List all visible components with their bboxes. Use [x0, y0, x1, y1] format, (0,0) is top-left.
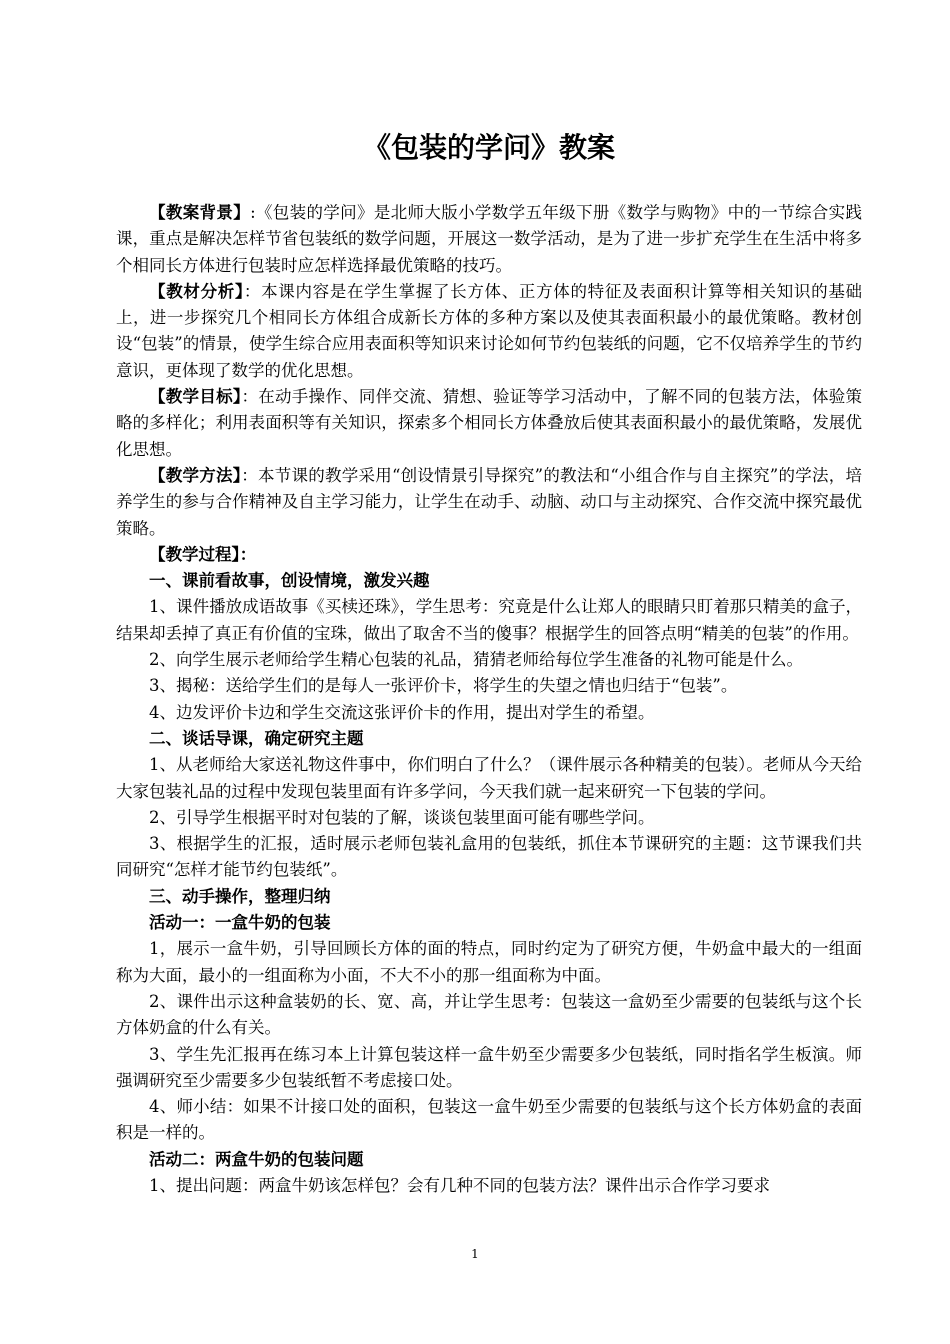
text-methods: ：本节课的教学采用“创设情景引导探究”的教法和“小组合作与自主探究”的学法，培养学生的参与合作精神及自主学习能力，让学生在动手、动脑、动口与主动探究、合作交流中探究最优策略。 — [116, 465, 862, 538]
paragraph-goals — [116, 384, 862, 463]
activity-2-item: 1、提出问题：两盒牛奶该怎样包？会有几种不同的包装方法？课件出示合作学习要求 — [149, 1175, 770, 1195]
document-body — [116, 200, 862, 1199]
text-analysis: ：本课内容是在学生掌握了长方体、正方体的特征及表面积计算等相关知识的基础上，进一步探究几个相同长方体组合成新长方体的多种方案以及使其表面积最小的最优策略。教材创设“包装”的情景，使学生综合应用表面积等知识来讨论如何节约包装纸的问题，它不仅培养学生的节约意识，更体现了数学的优化思想。 — [116, 281, 863, 380]
paragraph-analysis — [116, 279, 862, 384]
section-1-item: 3、揭秘：送给学生们的是每人一张评价卡，将学生的失望之情也归结于“包装”。 — [149, 676, 738, 696]
label-goals: 【教学目标】 — [149, 387, 242, 407]
section-2-heading: 二、谈话导课，确定研究主题 — [149, 728, 364, 748]
activity-1-item: 3、学生先汇报再在练习本上计算包装这样一盒牛奶至少需要多少包装纸，同时指名学生板演。师强调研究至少需要多少包装纸暂不考虑接口处。 — [116, 1044, 862, 1090]
activity-1-item: 1，展示一盒牛奶，引导回顾长方体的面的特点，同时约定为了研究方便，牛奶盒中最大的一组面称为大面，最小的一组面称为小面，不大不小的那一组面称为中面。 — [116, 939, 862, 985]
page-number: 1 — [471, 1247, 479, 1261]
section-2-item: 3、根据学生的汇报，适时展示老师包装礼盒用的包装纸，抓住本节课研究的主题：这节课我们共同研究“怎样才能节约包装纸”。 — [116, 834, 862, 880]
page-title: 《包装的学问》教案 — [362, 131, 615, 164]
process-heading: 【教学过程】： — [149, 544, 257, 564]
activity-1-item: 2、课件出示这种盒装奶的长、宽、高，并让学生思考：包装这一盒奶至少需要的包装纸与这个长方体奶盒的什么有关。 — [116, 991, 862, 1038]
label-background: 【教案背景】 — [149, 203, 251, 222]
label-analysis: 【教材分析】 — [149, 281, 244, 301]
text-goals: ：在动手操作、同伴交流、猜想、验证等学习活动中，了解不同的包装方法，体验策略的多样化；利用表面积等有关知识，探索多个相同长方体叠放后使其表面积最小的最优策略，发展优化思想。 — [116, 387, 863, 459]
text-background: :《包装的学问》是北师大版小学数学五年级下册《数学与购物》中的一节综合实践课，重点是解决怎样节省包装纸的数学问题，开展这一数学活动，是为了进一步扩充学生在生活中将多个相同长方体进行包装时应怎样选择最优策略的技巧。 — [116, 203, 862, 275]
paragraph-background — [116, 200, 862, 279]
section-2-item: 2、引导学生根据平时对包装的了解，谈谈包装里面可能有哪些学问。 — [149, 807, 655, 827]
section-1-item: 1、课件播放成语故事《买椟还珠》，学生思考：究竟是什么让郑人的眼睛只盯着那只精美的盒子，结果却丢掉了真正有价值的宝珠，做出了取舍不当的傻事？根据学生的回答点明“精美的包装”的作用。 — [116, 597, 862, 643]
section-2-item: 1、从老师给大家送礼物这件事中，你们明白了什么？（课件展示各种精美的包装）。老师从今天给大家包装礼品的过程中发现包装里面有许多学问，今天我们就一起来研究一下包装的学问。 — [116, 755, 862, 801]
section-1-heading: 一、课前看故事，创设情境，激发兴趣 — [149, 571, 430, 591]
activity-1-item: 4、师小结：如果不计接口处的面积，包装这一盒牛奶至少需要的包装纸与这个长方体奶盒的表面积是一样的。 — [116, 1097, 862, 1143]
activity-2-heading: 活动二：两盒牛奶的包装问题 — [149, 1149, 364, 1169]
label-methods: 【教学方法】 — [149, 465, 242, 485]
section-1-item: 2、向学生展示老师给学生精心包装的礼品，猜猜老师给每位学生准备的礼物可能是什么。 — [149, 650, 803, 670]
paragraph-methods — [116, 463, 862, 542]
activity-1-heading: 活动一：一盒牛奶的包装 — [149, 913, 331, 933]
section-1-item: 4、边发评价卡边和学生交流这张评价卡的作用，提出对学生的希望。 — [149, 702, 655, 722]
section-3-heading: 三、动手操作，整理归纳 — [149, 886, 331, 906]
